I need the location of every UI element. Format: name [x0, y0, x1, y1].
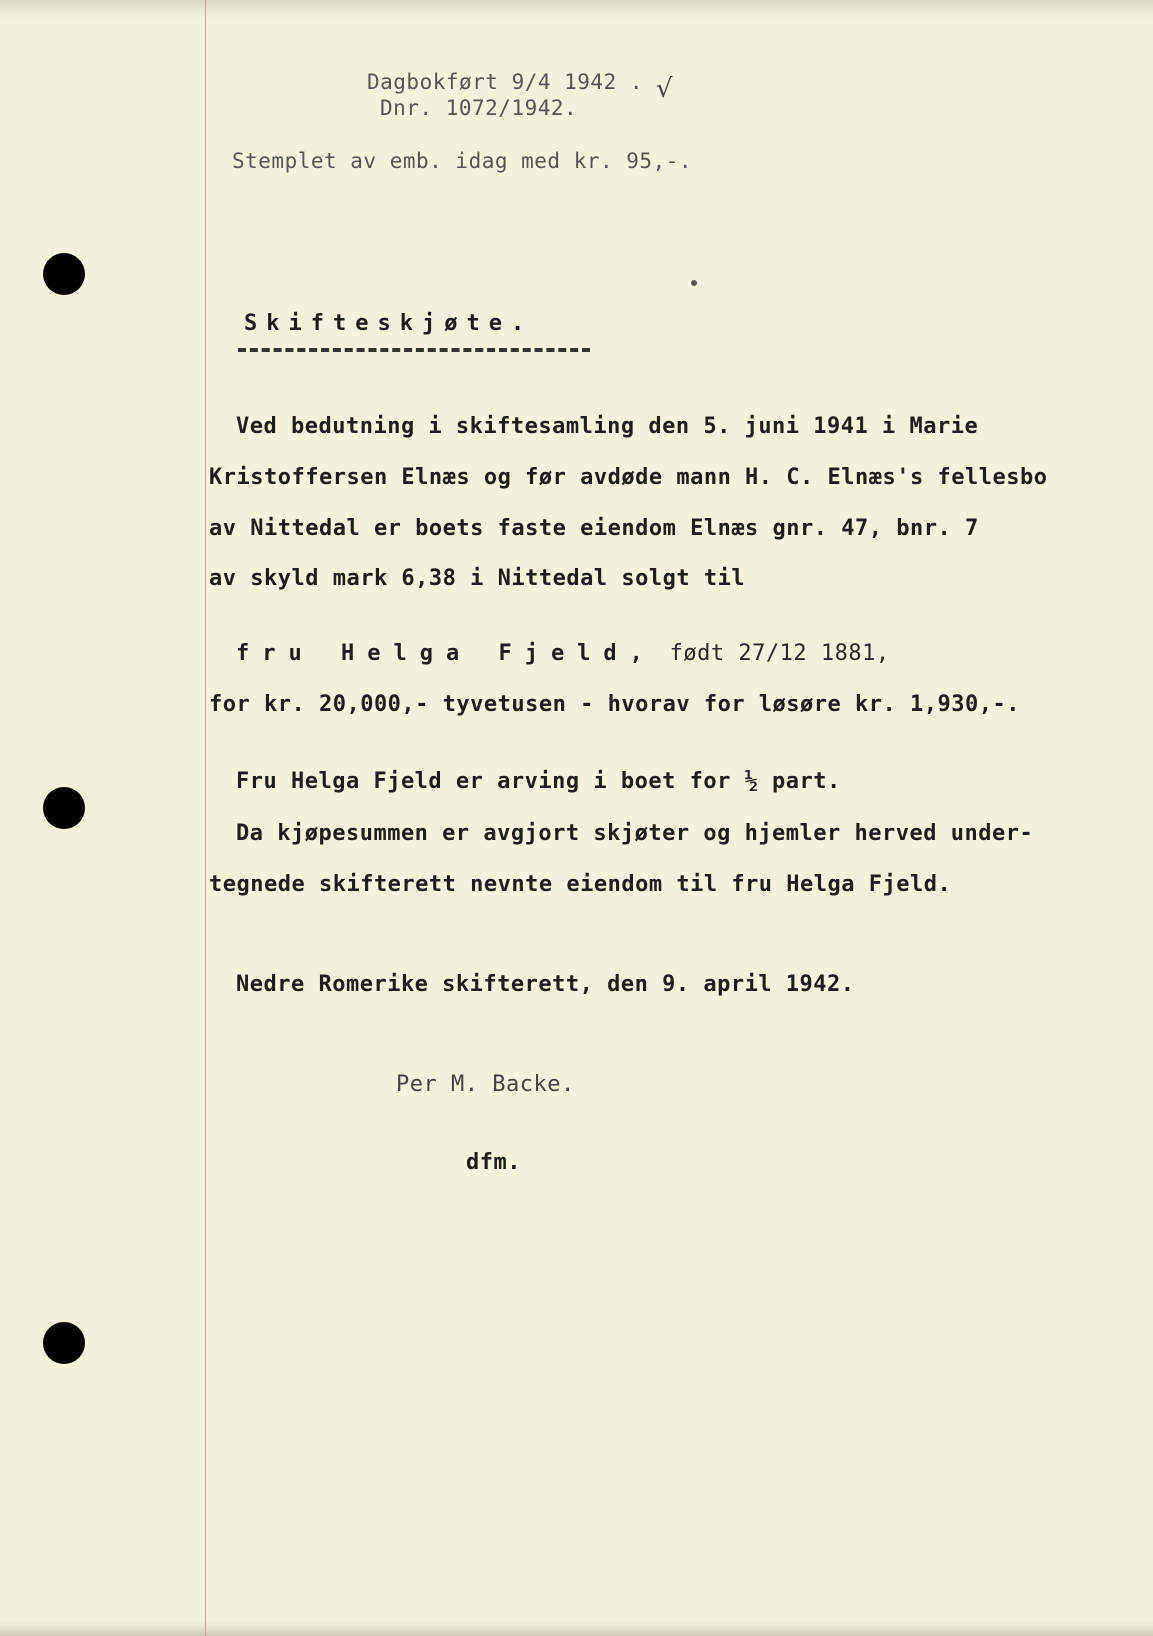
margin-rule	[205, 0, 206, 1636]
buyer-birth-date: født 27/12 1881,	[655, 641, 890, 666]
paragraph-line: tegnede skifterett nevnte eiendom til fru Helga Fjeld.	[209, 872, 952, 897]
buyer-line	[236, 641, 890, 666]
title-underline	[238, 348, 590, 352]
scan-top-edge	[0, 0, 1153, 18]
price-line: for kr. 20,000,- tyvetusen - hvorav for løsøre kr. 1,930,-.	[209, 692, 1020, 717]
paragraph-line: av skyld mark 6,38 i Nittedal solgt til	[209, 566, 746, 591]
paragraph-line: Da kjøpesummen er avgjort skjøter og hjemler herved under-	[236, 821, 1034, 846]
paragraph-line: av Nittedal er boets faste eiendom Elnæs gnr. 47, bnr. 7	[209, 516, 979, 541]
document-number: Dnr. 1072/1942.	[380, 96, 578, 120]
paragraph-line: Fru Helga Fjeld er arving i boet for ½ part.	[236, 769, 841, 794]
buyer-name: fru Helga Fjeld,	[236, 641, 656, 666]
scan-bottom-edge	[0, 1622, 1153, 1636]
paragraph-line: Kristoffersen Elnæs og før avdøde mann H. C. Elnæs's fellesbo	[209, 465, 1048, 490]
stamp-note: Stemplet av emb. idag med kr. 95,-.	[232, 149, 693, 173]
punch-hole-icon	[43, 787, 85, 829]
checkmark-icon: √	[656, 74, 673, 104]
signature: Per M. Backe.	[396, 1072, 575, 1097]
paragraph-line: Ved bedutning i skiftesamling den 5. juni 1941 i Marie	[236, 414, 979, 439]
punch-hole-icon	[43, 253, 85, 295]
punch-hole-icon	[43, 1322, 85, 1364]
initials: dfm.	[466, 1150, 521, 1175]
ink-spot	[691, 280, 697, 286]
document-title: Skifteskjøte.	[244, 311, 534, 336]
registration-line: Dagbokført 9/4 1942 .	[367, 70, 644, 94]
place-and-date: Nedre Romerike skifterett, den 9. april 1942.	[236, 972, 855, 997]
